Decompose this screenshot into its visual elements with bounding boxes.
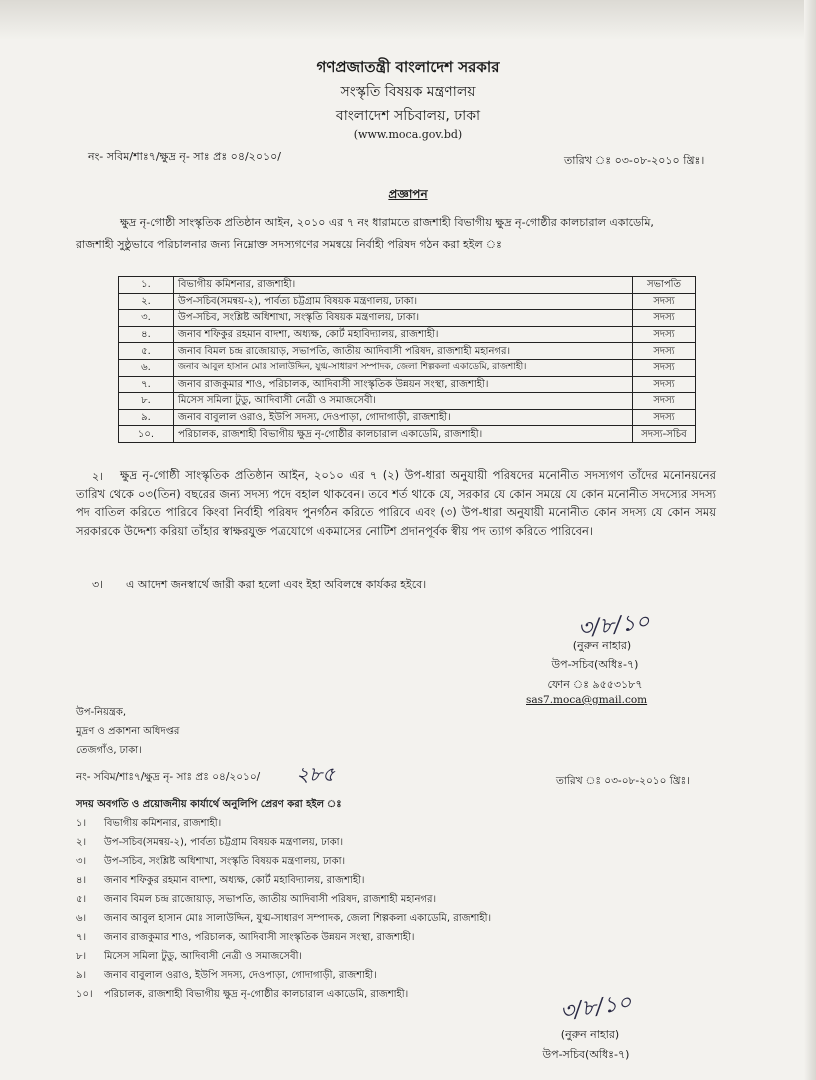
table-row	[119, 409, 696, 426]
paragraph-2-number: ২।	[92, 470, 104, 483]
member-role: সদস্য	[633, 359, 696, 376]
copy-intro: সদয় অবগতি ও প্রয়োজনীয় কার্যার্থে অনুলিপি প্রেরণ করা হইল ঃ	[76, 799, 342, 810]
member-number: ৩.	[119, 310, 174, 327]
member-description: বিভাগীয় কমিশনার, রাজশাহী।	[174, 277, 633, 294]
member-role: সদস্য	[633, 393, 696, 410]
ministry-website: (www.moca.gov.bd)	[353, 128, 463, 141]
recipient-line-3: তেজগাঁও, ঢাকা।	[76, 745, 142, 756]
recipient-line-2: মুদ্রণ ও প্রকাশনা অধিদপ্তর	[76, 726, 180, 737]
handwritten-reference-number: ২৮৫	[296, 762, 335, 786]
list-text: পরিচালক, রাজশাহী বিভাগীয় ক্ষুদ্র নৃ-গোষ্ঠীর কালচারাল একাডেমি, রাজশাহী।	[104, 989, 409, 1000]
paragraph-2-text: ক্ষুদ্র নৃ-গোষ্ঠী সাংস্কৃতিক প্রতিষ্ঠান আইন, ২০১০ এর ৭ (২) উপ-ধারা অনুযায়ী পরিষদের মনোনীত সদস্যগণ তাঁদের মনোনয়নের তারিখ থেকে ০৩(তিন) বছরের জন্য সদস্য পদে বহাল থাকবেন। তবে শর্ত থাকে যে, সরকার যে কোন সময়ে যে কোন মনোনীত সদস্যের সদস্য পদ বাতিল করিতে পারিবে কিংবা নির্বাহী পরিষদ পুনর্গঠন করিতে পারিবে এবং (৩) উপ-ধারা অনুযায়ী মনোনীত কোন সদস্য যে কোন সময় সরকারকে উদ্দেশ্য করিয়া তাঁহার স্বাক্ষরযুক্ত পত্রযোগে একমাসের নোটিশ প্রদানপূর্বক স্বীয় পদ ত্যাগ করিতে পারিবেন।	[76, 468, 716, 538]
intro-line-1: ক্ষুদ্র নৃ-গোষ্ঠী সাংস্কৃতিক প্রতিষ্ঠান আইন, ২০১০ এর ৭ নং ধারামতে রাজশাহী বিভাগীয় ক্ষুদ্র নৃ-গোষ্ঠীর কালচারাল একাডেমি,	[120, 216, 654, 229]
list-number: ৩।	[76, 856, 87, 867]
member-description: জনাব শফিকুর রহমান বাদশা, অধ্যক্ষ, কোর্ট মহাবিদ্যালয়, রাজশাহী।	[174, 326, 633, 343]
table-row	[119, 326, 696, 343]
memo-reference: নং- সবিম/শাঃ৭/ক্ষুদ্র নৃ- সাঃ প্রঃ ০৪/২০১০/	[88, 150, 281, 163]
list-text: জনাব রাজকুমার শাও, পরিচালক, আদিবাসী সাংস্কৃতিক উন্নয়ন সংস্থা, রাজশাহী।	[104, 932, 415, 943]
list-number: ৫।	[76, 894, 87, 905]
list-number: ৬।	[76, 913, 87, 924]
paper-edge-shadow	[804, 0, 816, 1080]
signatory-designation: উপ-সচিব(অধিঃ-৭)	[551, 658, 639, 671]
table-row	[119, 293, 696, 310]
member-number: ২.	[119, 293, 174, 310]
signatory-email[interactable]: sas7.moca@gmail.com	[526, 694, 648, 706]
table-row	[119, 359, 696, 376]
signatory-phone: ফোন ঃ ৯৫৫৩১৮৭	[547, 678, 643, 691]
member-description: জনাব বিমল চন্দ্র রাজোয়াড়, সভাপতি, জাতীয় আদিবাসী পরিষদ, রাজশাহী মহানগর।	[174, 343, 633, 360]
copy-date: তারিখ ঃ ০৩-০৮-২০১০ খ্রিঃ।	[556, 775, 690, 787]
table-row	[119, 426, 696, 443]
paper-fold-shadow	[0, 0, 816, 40]
member-role: সদস্য-সচিব	[633, 426, 696, 443]
list-text: বিভাগীয় কমিশনার, রাজশাহী।	[104, 818, 222, 829]
table-row	[119, 393, 696, 410]
copy-reference: নং- সবিম/শাঃ৭/ক্ষুদ্র নৃ- সাঃ প্রঃ ০৪/২০১০/	[76, 771, 261, 783]
list-number: ২।	[76, 837, 87, 848]
signatory-name: (নুরুন নাহার)	[572, 639, 632, 652]
member-number: ৮.	[119, 393, 174, 410]
table-row	[119, 343, 696, 360]
government-title: গণপ্রজাতন্ত্রী বাংলাদেশ সরকার	[316, 58, 500, 76]
list-text: জনাব শফিকুর রহমান বাদশা, অধ্যক্ষ, কোর্ট মহাবিদ্যালয়, রাজশাহী।	[104, 875, 365, 886]
notification-title: প্রজ্ঞাপন	[388, 187, 428, 201]
list-text: উপ-সচিব, সংশ্লিষ্ট অধিশাখা, সংস্কৃতি বিষয়ক মন্ত্রণালয়, ঢাকা।	[104, 856, 346, 867]
member-number: ৬.	[119, 359, 174, 376]
memo-date: তারিখ ঃ ০৩-০৮-২০১০ খ্রিঃ।	[564, 154, 705, 167]
member-number: ৯.	[119, 409, 174, 426]
member-role: সভাপতি	[633, 277, 696, 294]
handwritten-signature: ৩/৮/১০	[576, 609, 651, 642]
table-row	[119, 376, 696, 393]
member-number: ৭.	[119, 376, 174, 393]
list-number: ৮।	[76, 951, 87, 962]
recipient-line-1: উপ-নিয়ন্ত্রক,	[76, 707, 127, 718]
paragraph-3-text: এ আদেশ জনস্বার্থে জারী করা হলো এবং ইহা অবিলম্বে কার্যকর হইবে।	[126, 578, 427, 591]
member-description: উপ-সচিব(সমন্বয়-২), পার্বত্য চট্টগ্রাম বিষয়ক মন্ত্রণালয়, ঢাকা।	[174, 293, 633, 310]
signatory-designation-2: উপ-সচিব(অধিঃ-৭)	[542, 1048, 630, 1061]
table-row	[119, 277, 696, 294]
member-number: ১.	[119, 277, 174, 294]
member-number: ৪.	[119, 326, 174, 343]
member-role: সদস্য	[633, 293, 696, 310]
table-row	[119, 310, 696, 327]
member-role: সদস্য	[633, 343, 696, 360]
member-number: ১০.	[119, 426, 174, 443]
member-description: জনাব বাবুলাল ওরাও, ইউপি সদস্য, দেওপাড়া, গোদাগাড়ী, রাজশাহী।	[174, 409, 633, 426]
list-text: উপ-সচিব(সমন্বয়-২), পার্বত্য চট্টগ্রাম বিষয়ক মন্ত্রণালয়, ঢাকা।	[104, 837, 344, 848]
list-number: ৯।	[76, 970, 87, 981]
list-number: ৪।	[76, 875, 87, 886]
member-description: পরিচালক, রাজশাহী বিভাগীয় ক্ষুদ্র নৃ-গোষ্ঠীর কালচারাল একাডেমি, রাজশাহী।	[174, 426, 633, 443]
list-text: মিসেস সমিলা টুডু, আদিবাসী নেত্রী ও সমাজসেবী।	[104, 951, 303, 962]
list-text: জনাব আবুল হাসান মোঃ সালাউদ্দিন, যুগ্ম-সাধারণ সম্পাদক, জেলা শিল্পকলা একাডেমি, রাজশাহী।	[104, 913, 492, 924]
ministry-name: সংস্কৃতি বিষয়ক মন্ত্রণালয়	[340, 84, 476, 100]
member-number: ৫.	[119, 343, 174, 360]
intro-line-2: রাজশাহী সুষ্ঠুভাবে পরিচালনার জন্য নিম্নোক্ত সদস্যগণের সমন্বয়ে নির্বাহী পরিষদ গঠন করা হইল ঃ	[76, 238, 502, 251]
member-role: সদস্য	[633, 310, 696, 327]
handwritten-signature-2: ৩/৮/১০	[558, 990, 634, 1025]
secretariat-address: বাংলাদেশ সচিবালয়, ঢাকা	[335, 108, 481, 124]
list-text: জনাব বাবুলাল ওরাও, ইউপি সদস্য, দেওপাড়া, গোদাগাড়ী, রাজশাহী।	[104, 970, 377, 981]
members-table	[118, 276, 696, 443]
list-number: ১।	[76, 818, 87, 829]
member-description: মিসেস সমিলা টুডু, আদিবাসী নেত্রী ও সমাজসেবী।	[174, 393, 633, 410]
list-number: ৭।	[76, 932, 87, 943]
paragraph-3-number: ৩।	[92, 578, 104, 591]
signatory-name-2: (নুরুন নাহার)	[560, 1028, 620, 1041]
list-text: জনাব বিমল চন্দ্র রাজোয়াড়, সভাপতি, জাতীয় আদিবাসী পরিষদ, রাজশাহী মহানগর।	[104, 894, 437, 905]
member-role: সদস্য	[633, 409, 696, 426]
member-description: জনাব আবুল হাসান মোঃ সালাউদ্দিন, যুগ্ম-সাধারণ সম্পাদক, জেলা শিল্পকলা একাডেমি, রাজশাহী।	[174, 359, 633, 376]
member-role: সদস্য	[633, 326, 696, 343]
list-number: ১০।	[76, 989, 93, 1000]
member-role: সদস্য	[633, 376, 696, 393]
member-description: উপ-সচিব, সংশ্লিষ্ট অধিশাখা, সংস্কৃতি বিষয়ক মন্ত্রণালয়, ঢাকা।	[174, 310, 633, 327]
member-description: জনাব রাজকুমার শাও, পরিচালক, আদিবাসী সাংস্কৃতিক উন্নয়ন সংস্থা, রাজশাহী।	[174, 376, 633, 393]
